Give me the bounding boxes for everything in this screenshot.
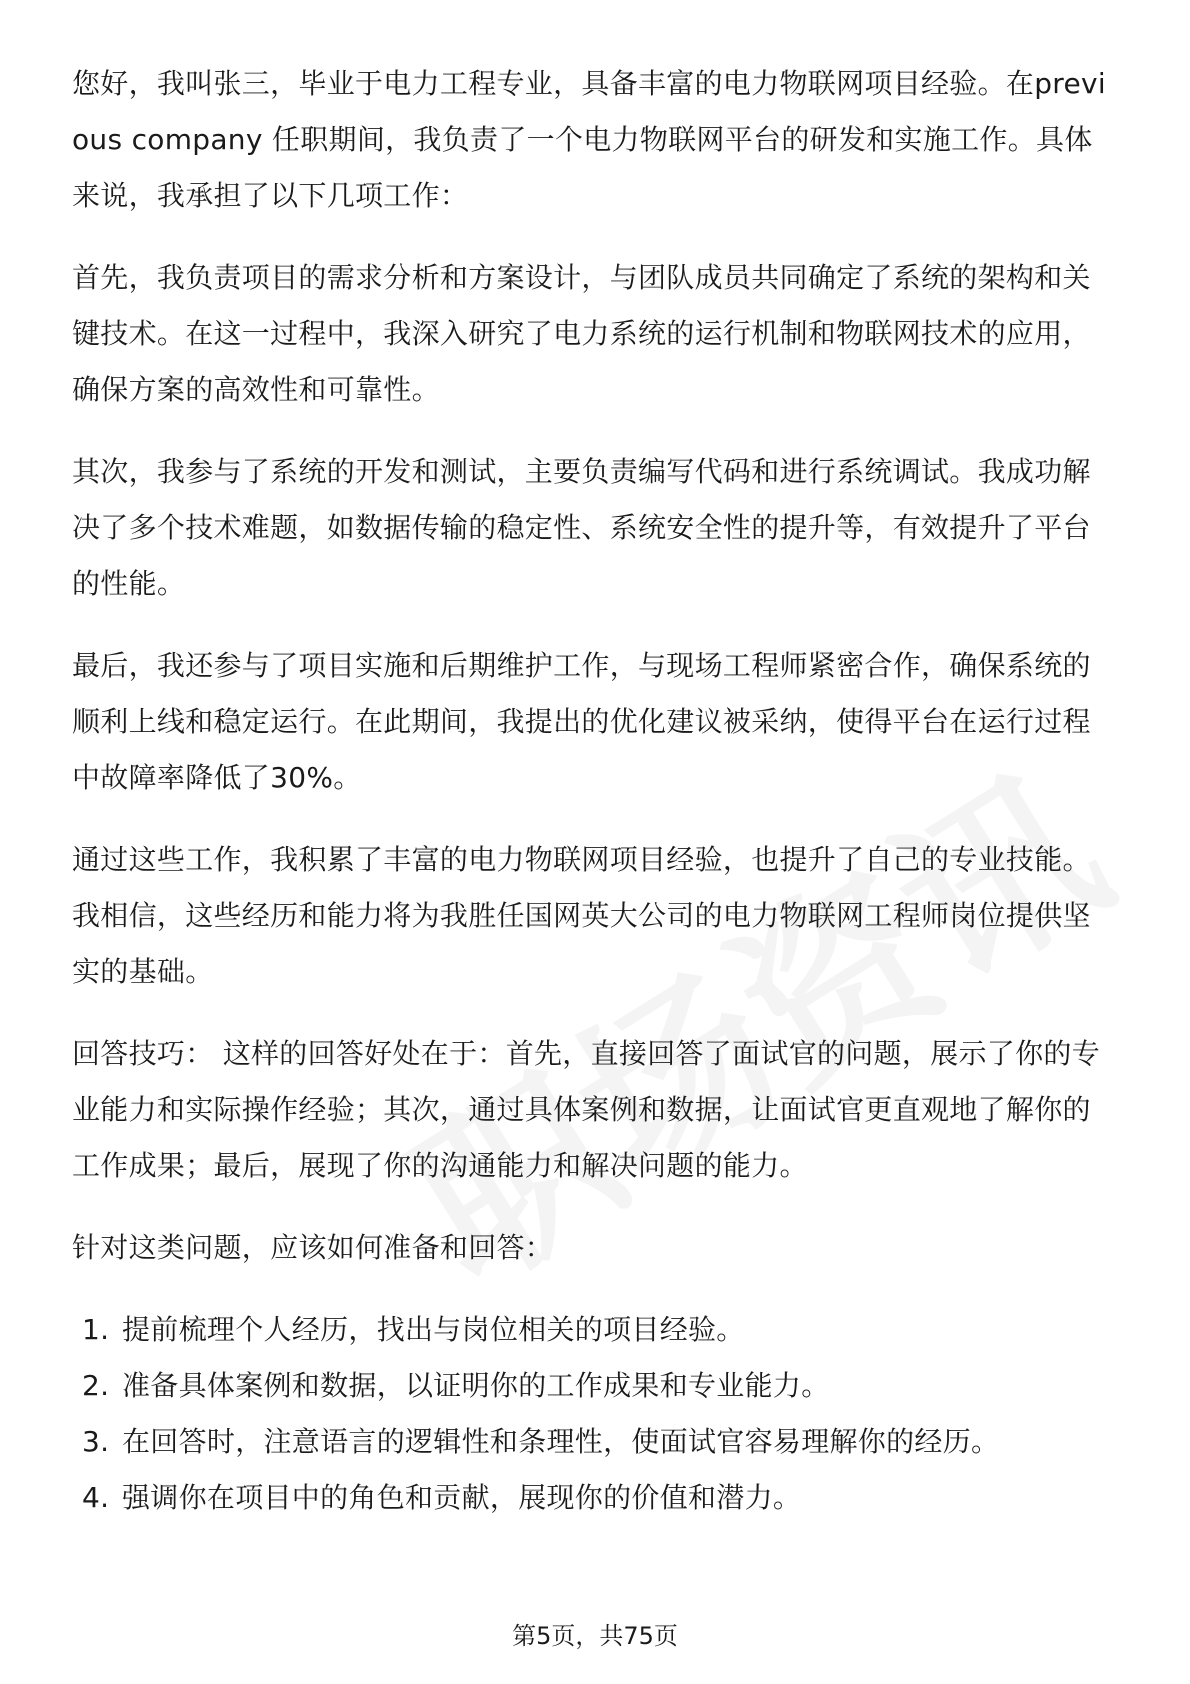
list-number: 3. [82,1425,110,1458]
list-number: 2. [82,1369,110,1402]
list-text: 强调你在项目中的角色和贡献，展现你的价值和潜力。 [122,1481,802,1514]
tips-list [72,1302,1118,1526]
document-body [72,56,1118,1526]
list-text: 提前梳理个人经历，找出与岗位相关的项目经验。 [122,1313,745,1346]
paragraph-last: 最后，我还参与了项目实施和后期维护工作，与现场工程师紧密合作，确保系统的顺利上线和稳定运行。在此期间，我提出的优化建议被采纳，使得平台在运行过程中故障率降低了30%。 [72,649,1091,794]
paragraph-howto: 针对这类问题，应该如何准备和回答： [72,1231,554,1264]
list-number: 1. [82,1313,110,1346]
paragraph-first: 首先，我负责项目的需求分析和方案设计，与团队成员共同确定了系统的架构和关键技术。在这一过程中，我深入研究了电力系统的运行机制和物联网技术的应用，确保方案的高效性和可靠性。 [72,261,1091,406]
paragraph-tips: 回答技巧： 这样的回答好处在于：首先，直接回答了面试官的问题，展示了你的专业能力和实际操作经验；其次，通过具体案例和数据，让面试官更直观地了解你的工作成果；最后，展现了你的沟通能力和解决问题的能力。 [72,1037,1101,1182]
paragraph-summary: 通过这些工作，我积累了丰富的电力物联网项目经验，也提升了自己的专业技能。我相信，这些经历和能力将为我胜任国网英大公司的电力物联网工程师岗位提供坚实的基础。 [72,843,1091,988]
list-item [72,1302,1118,1358]
paragraph-second: 其次，我参与了系统的开发和测试，主要负责编写代码和进行系统调试。我成功解决了多个技术难题，如数据传输的稳定性、系统安全性的提升等，有效提升了平台的性能。 [72,455,1091,600]
list-item [72,1358,1118,1414]
list-item [72,1414,1118,1470]
paragraph-intro: 您好，我叫张三，毕业于电力工程专业，具备丰富的电力物联网项目经验。在previous company 任职期间，我负责了一个电力物联网平台的研发和实施工作。具体来说，我承担了以下几项工作： [72,67,1106,212]
list-text: 在回答时，注意语言的逻辑性和条理性，使面试官容易理解你的经历。 [122,1425,1000,1458]
list-number: 4. [82,1481,110,1514]
list-text: 准备具体案例和数据，以证明你的工作成果和专业能力。 [122,1369,830,1402]
list-item [72,1470,1118,1526]
page-number-footer: 第5页，共75页 [512,1622,678,1650]
